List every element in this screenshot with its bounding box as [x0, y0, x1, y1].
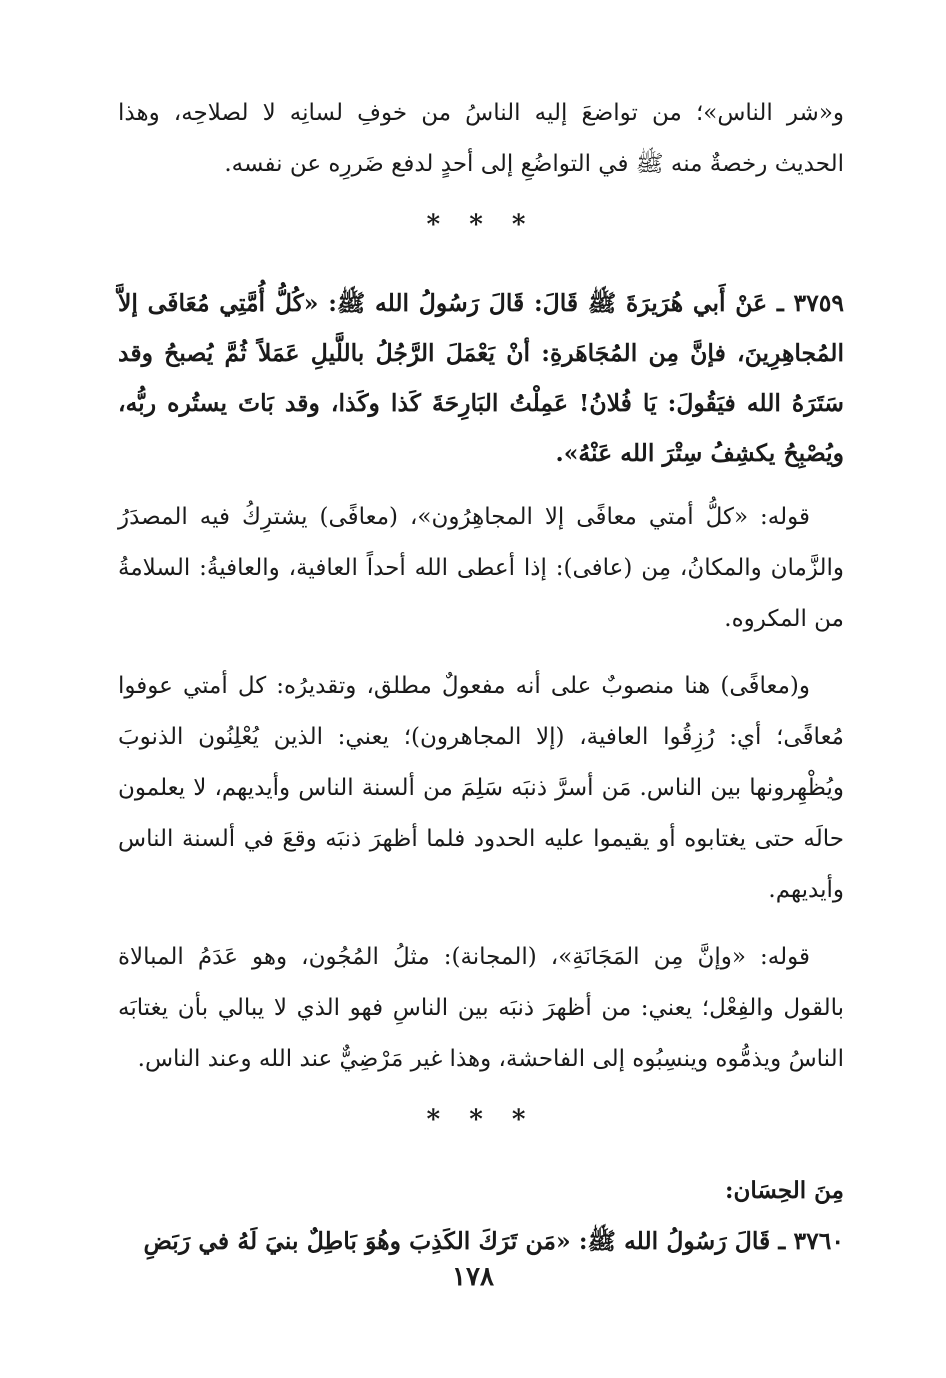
commentary-muafa: قوله: «كلُّ أمتي معافًى إلا المجاهِرُون»، (معافًى) يشترِكُ فيه المصدَرُ والزَّمان والمكانُ، مِن (عافى): إذا أعطى الله أحداً العافية، والعافيةُ: السلامةُ من المكروه.: [118, 504, 844, 632]
section-separator: * * *: [426, 210, 536, 240]
paragraph-sharr-al-nas: و«شر الناس»؛ من تواضعَ إليه الناسُ من خوفِ لسانِه لا لصلاحِه، وهذا الحديث رخصةٌ منه ﷺ في التواضُعِ إلى أحدٍ لدفع ضَررِه عن نفسه.: [118, 100, 844, 177]
commentary-mansub: و(معافًى) هنا منصوبٌ على أنه مفعولٌ مطلق، وتقديرُه: كل أمتي عوفوا مُعافًى؛ أي: رُزِقُوا العافية، (إلا المجاهرون)؛ يعني: الذين يُعْلِنُون الذنوبَ ويُظْهِرونها بين الناس. مَن أسرَّ ذنبَه سَلِمَ من ألسنة الناس وأيديهم، لا يعلمون حالَه حتى يغتابوه أو يقيموا عليه الحدود فلما أظهرَ ذنبَه وقعَ في ألسنة الناس وأيديهم.: [118, 673, 844, 903]
commentary-mujana: قوله: «وإنَّ مِن المَجَانَةِ»، (المجانة): مثلُ المُجُون، وهو عَدَمُ المبالاة بالقول والفِعْل؛ يعني: من أظهرَ ذنبَه بين الناسِ فهو الذي لا يبالي بأن يغتابَه الناسُ ويذمُّوه وينسِبُوه إلى الفاحشة، وهذا غير مَرْضِيٌّ عند الله وعند الناس.: [118, 944, 844, 1072]
page-body: [118, 88, 844, 1267]
hadith-3759: ٣٧٥٩ ـ عَنْ أَبي هُرَيرَةَ ﷺ قَالَ: قَالَ رَسُولُ الله ﷺ: «كُلُّ أُمَّتِي مُعَافَى إلاَّ المُجاهِرِينَ، فإنَّ مِن المُجَاهَرةِ: أنْ يَعْمَلَ الرَّجُلُ باللَّيلِ عَمَلاً ثُمَّ يُصبحُ وقد سَتَرَهُ الله فيَقُولَ: يَا فُلانُ! عَمِلْتُ البَارِحَةَ كَذا وكَذا، وقد بَاتَ يستُره ربُّه، ويُصْبِحُ يكشِفُ سِتْرَ الله عَنْهُ».: [118, 289, 844, 467]
section-heading-hisan: مِنَ الحِسَان:: [725, 1177, 844, 1204]
hadith-3760: ٣٧٦٠ ـ قَالَ رَسُولُ الله ﷺ: «مَن تَرَكَ الكَذِبَ وهُوَ بَاطِلٌ بنيَ لَهُ في رَبَضِ: [143, 1227, 844, 1255]
section-separator: * * *: [426, 1105, 536, 1135]
page-number: ١٧٨: [452, 1262, 494, 1292]
